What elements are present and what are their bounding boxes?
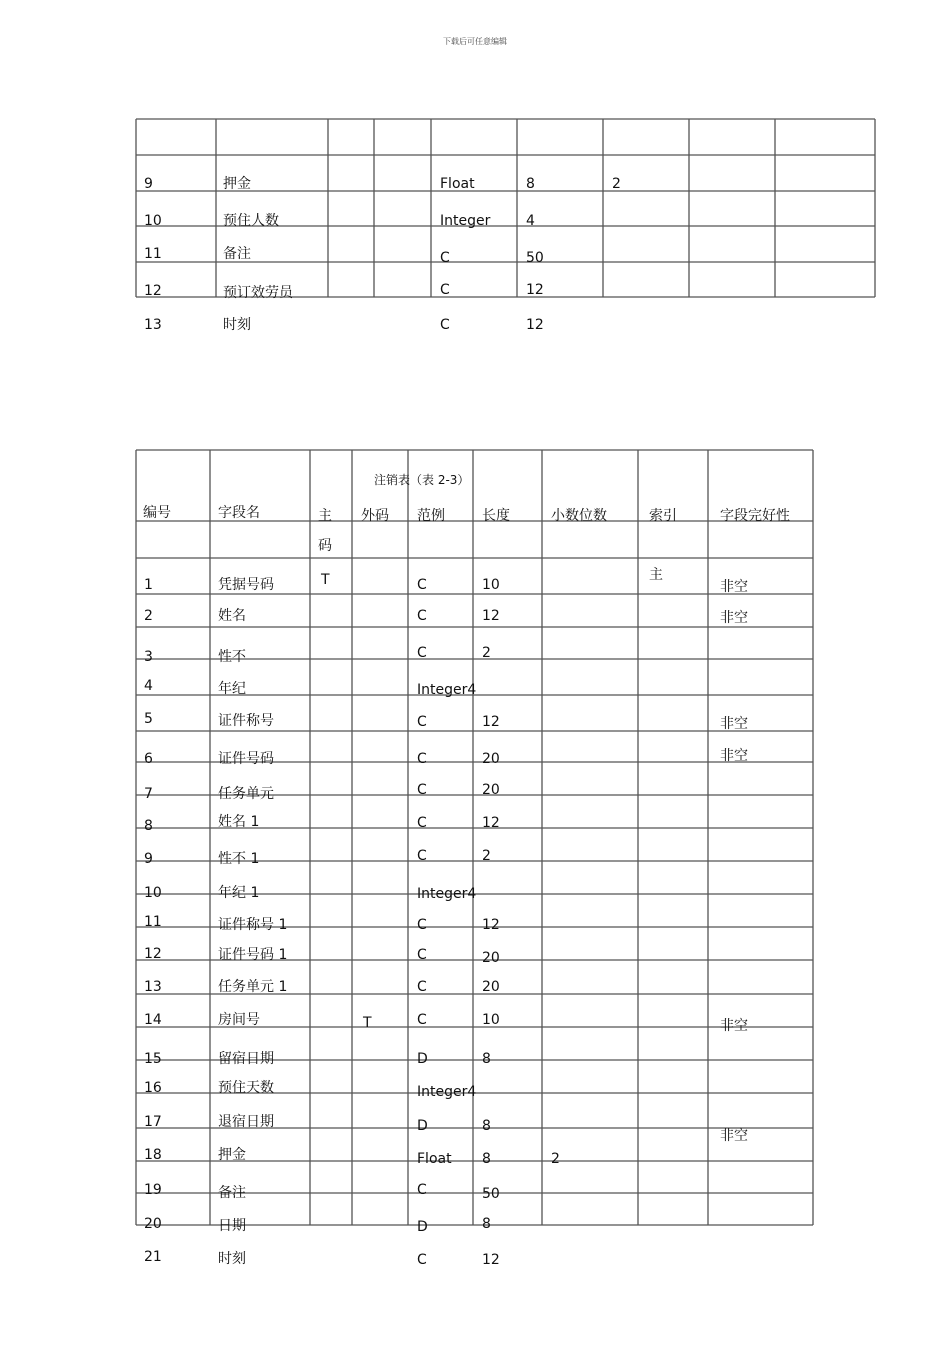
row-no: 7 (144, 786, 153, 802)
row-no: 6 (144, 751, 153, 767)
table-caption: 注销表（表 2-3） (374, 473, 470, 487)
row-length: 12 (526, 282, 544, 298)
row-type: C (417, 815, 427, 831)
header-primary-key: 主 (318, 508, 332, 524)
table-grid-lines (0, 0, 300, 150)
row-no: 15 (144, 1051, 162, 1067)
row-field-name: 押金 (223, 176, 251, 192)
row-integrity: 非空 (720, 716, 748, 732)
header-index: 索引 (649, 508, 677, 524)
row-field-name: 性不 (218, 649, 246, 665)
row-no: 8 (144, 818, 153, 834)
row-type: D (417, 1051, 428, 1067)
row-type: C (417, 751, 427, 767)
row-field-name: 预住天数 (218, 1080, 274, 1096)
row-type: Integer4 (417, 682, 477, 698)
row-type: C (417, 979, 427, 995)
row-type: Integer4 (417, 886, 477, 902)
row-type: C (417, 947, 427, 963)
row-field-name: 任务单元 (218, 786, 274, 802)
row-length: 2 (482, 848, 491, 864)
row-no: 12 (144, 283, 162, 299)
row-field-name: 日期 (218, 1218, 246, 1234)
row-field-name: 姓名 1 (218, 814, 260, 830)
row-type: C (417, 1012, 427, 1028)
row-length: 12 (482, 815, 500, 831)
row-length: 12 (482, 917, 500, 933)
row-length: 8 (482, 1051, 491, 1067)
row-field-name: 备注 (218, 1185, 246, 1201)
row-length: 20 (482, 751, 500, 767)
row-type: C (417, 1252, 427, 1268)
row-no: 18 (144, 1147, 162, 1163)
row-field-name: 退宿日期 (218, 1114, 274, 1130)
header-length: 长度 (482, 508, 510, 524)
row-field-name: 姓名 (218, 608, 246, 624)
row-primary-key: T (321, 572, 330, 588)
row-no: 16 (144, 1080, 162, 1096)
row-type: C (440, 250, 450, 266)
row-length: 8 (482, 1118, 491, 1134)
row-field-name: 留宿日期 (218, 1051, 274, 1067)
row-length: 12 (482, 608, 500, 624)
row-field-name: 性不 1 (218, 851, 260, 867)
row-field-name: 证件称号 (218, 713, 274, 729)
row-length: 12 (482, 714, 500, 730)
row-field-name: 证件称号 1 (218, 917, 288, 933)
row-type: C (417, 645, 427, 661)
header-integrity: 字段完好性 (720, 508, 790, 524)
row-no: 14 (144, 1012, 162, 1028)
row-no: 1 (144, 577, 153, 593)
row-type: D (417, 1118, 428, 1134)
row-field-name: 年纪 (218, 681, 246, 697)
row-decimals: 2 (612, 176, 621, 192)
row-no: 21 (144, 1249, 162, 1265)
row-length: 50 (482, 1186, 500, 1202)
row-field-name: 年纪 1 (218, 885, 260, 901)
row-type: C (417, 1182, 427, 1198)
row-no: 11 (144, 246, 162, 262)
row-length: 2 (482, 645, 491, 661)
row-type: C (417, 714, 427, 730)
row-no: 10 (144, 213, 162, 229)
row-no: 4 (144, 678, 153, 694)
row-field-name: 备注 (223, 246, 251, 262)
row-no: 13 (144, 317, 162, 333)
row-no: 9 (144, 851, 153, 867)
row-type: C (417, 848, 427, 864)
row-integrity: 非空 (720, 579, 748, 595)
row-length: 50 (526, 250, 544, 266)
row-length: 20 (482, 782, 500, 798)
row-no: 13 (144, 979, 162, 995)
row-field-name: 房间号 (218, 1012, 260, 1028)
row-no: 11 (144, 914, 162, 930)
row-type: Integer4 (417, 1084, 477, 1100)
row-no: 10 (144, 885, 162, 901)
row-length: 8 (526, 176, 535, 192)
row-field-name: 凭据号码 (218, 577, 274, 593)
row-decimals: 2 (551, 1151, 560, 1167)
row-no: 17 (144, 1114, 162, 1130)
row-type: Float (417, 1151, 452, 1167)
row-integrity: 非空 (720, 1128, 748, 1144)
row-length: 20 (482, 979, 500, 995)
row-type: C (417, 782, 427, 798)
row-type: Float (440, 176, 475, 192)
row-field-name: 证件号码 1 (218, 947, 288, 963)
row-field-name: 时刻 (223, 317, 251, 333)
row-no: 12 (144, 946, 162, 962)
row-index: 主 (649, 567, 663, 583)
header-no: 编号 (143, 505, 171, 521)
row-length: 20 (482, 950, 500, 966)
row-type: C (417, 608, 427, 624)
row-field-name: 预订效劳员 (223, 285, 293, 301)
header-decimals: 小数位数 (551, 508, 607, 524)
row-field-name: 时刻 (218, 1251, 246, 1267)
row-foreign-key: T (363, 1015, 372, 1031)
row-no: 20 (144, 1216, 162, 1232)
page-header-note: 下载后可任意编辑 (443, 37, 507, 46)
header-primary-key-2: 码 (318, 538, 332, 554)
row-length: 12 (482, 1252, 500, 1268)
row-integrity: 非空 (720, 748, 748, 764)
row-field-name: 押金 (218, 1147, 246, 1163)
row-type: C (440, 282, 450, 298)
header-type: 范例 (417, 508, 445, 524)
row-length: 12 (526, 317, 544, 333)
row-length: 4 (526, 213, 535, 229)
row-no: 9 (144, 176, 153, 192)
row-no: 19 (144, 1182, 162, 1198)
row-integrity: 非空 (720, 610, 748, 626)
row-length: 8 (482, 1151, 491, 1167)
row-type: C (417, 577, 427, 593)
row-length: 8 (482, 1216, 491, 1232)
row-no: 3 (144, 649, 153, 665)
row-length: 10 (482, 1012, 500, 1028)
row-field-name: 预住人数 (223, 213, 279, 229)
header-field-name: 字段名 (218, 505, 260, 521)
row-length: 10 (482, 577, 500, 593)
row-integrity: 非空 (720, 1018, 748, 1034)
row-type: D (417, 1219, 428, 1235)
row-no: 2 (144, 608, 153, 624)
row-field-name: 证件号码 (218, 751, 274, 767)
row-type: C (440, 317, 450, 333)
row-type: C (417, 917, 427, 933)
row-field-name: 任务单元 1 (218, 979, 288, 995)
header-foreign-key: 外码 (361, 508, 389, 524)
row-type: Integer (440, 213, 491, 229)
row-no: 5 (144, 711, 153, 727)
